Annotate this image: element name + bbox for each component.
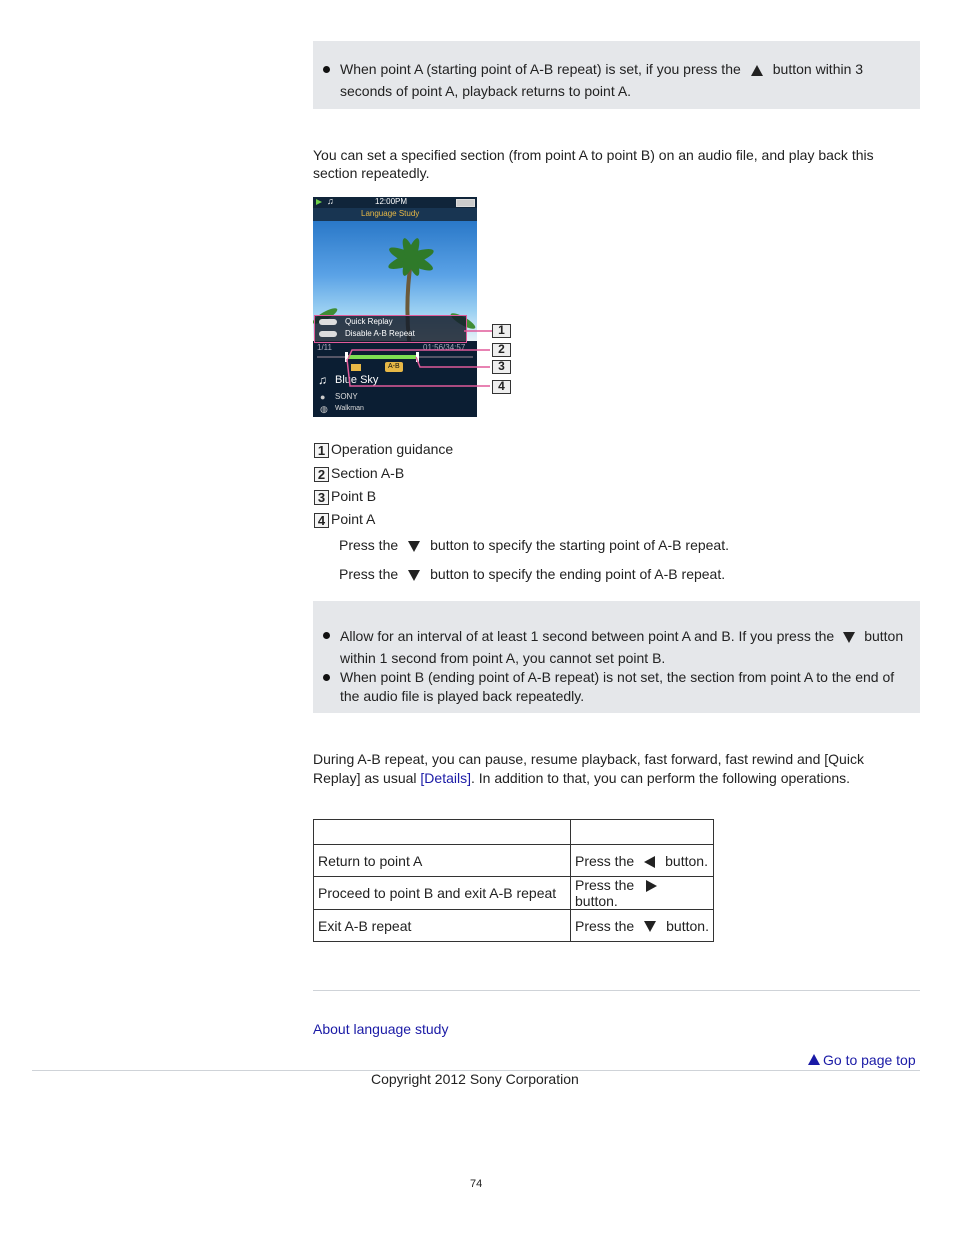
guide-quick-replay: Quick Replay	[345, 317, 393, 326]
legend-number-1: 1	[314, 443, 329, 458]
step-text-after: button to specify the ending point of A-B repeat.	[430, 566, 726, 582]
table-cell-operation: Exit A-B repeat	[314, 910, 571, 942]
device-song: Blue Sky	[335, 374, 379, 386]
status-bar	[313, 197, 477, 208]
table-row	[314, 910, 714, 942]
legend-item-section-ab	[314, 463, 404, 483]
legend-number-3: 3	[314, 490, 329, 505]
callout-2: 2	[492, 343, 511, 357]
go-to-page-top-link[interactable]	[808, 1052, 916, 1068]
bullet-icon	[323, 674, 330, 681]
device-title: Language Study	[361, 209, 420, 218]
callout-lines	[330, 320, 500, 390]
left-arrow-icon	[644, 856, 655, 868]
device-time: 01:56/34:57	[423, 343, 466, 352]
up-arrow-icon	[808, 1054, 820, 1065]
table-cell-operation: Proceed to point B and exit A-B repeat	[314, 877, 571, 910]
table-cell-operation: Return to point A	[314, 845, 571, 877]
up-arrow-icon	[751, 65, 763, 76]
note-box-a-point	[313, 41, 920, 109]
note-text-line2: within 1 second from point A, you cannot set point B.	[340, 650, 666, 666]
note-text	[340, 58, 914, 102]
callout-4: 4	[492, 380, 511, 394]
table-cell-action	[571, 845, 714, 877]
right-arrow-icon	[646, 880, 657, 892]
down-arrow-icon	[644, 921, 656, 932]
bullet-icon	[323, 632, 330, 639]
legend-number-2: 2	[314, 467, 329, 482]
artist-icon: ●	[320, 392, 326, 402]
press-text: Press the	[575, 877, 635, 893]
step-text-before: Press the	[339, 566, 399, 582]
button-text: button.	[575, 893, 618, 909]
step-text-after: button to specify the starting point of A-B repeat.	[430, 537, 729, 553]
table-header-row	[314, 820, 714, 845]
legend-label: Operation guidance	[331, 441, 454, 457]
table-row	[314, 845, 714, 877]
device-clock: 12:00PM	[375, 197, 408, 206]
during-paragraph	[313, 750, 918, 788]
ab-badge: A-B	[385, 362, 403, 372]
press-text: Press the	[575, 852, 635, 869]
music-note-icon: ♫	[327, 197, 334, 206]
device-album: Walkman	[335, 405, 364, 412]
details-link[interactable]: [Details]	[420, 770, 471, 786]
note-text-line2: seconds of point A, playback returns to point A.	[340, 83, 632, 99]
battery-icon	[456, 199, 475, 207]
device-artist: SONY	[335, 392, 358, 401]
related-link-language-study[interactable]: About language study	[313, 1021, 449, 1037]
press-text: Press the	[575, 917, 635, 934]
note-bullet-2	[340, 668, 914, 706]
play-status-icon	[316, 199, 322, 205]
step-2	[339, 564, 725, 584]
intro-line1: You can set a specified section (from point A to point B) on an audio file, and play back this	[313, 147, 874, 163]
note-text-before: When point A (starting point of A-B repeat) is set, if you press the	[340, 61, 741, 77]
during-line1: During A-B repeat, you can pause, resume playback, fast forward, fast rewind and [Quick	[313, 751, 864, 767]
callout-3: 3	[492, 360, 511, 374]
legend-label: Section A-B	[331, 465, 405, 481]
note-bullet-1	[340, 625, 914, 669]
legend-item-point-b	[314, 486, 376, 506]
legend-label: Point A	[331, 511, 376, 527]
operations-table	[313, 819, 714, 942]
note-text-line1: When point B (ending point of A-B repeat) is not set, the section from point A to the end of	[340, 669, 895, 685]
album-icon: ◍	[320, 404, 328, 414]
table-header-action	[571, 820, 714, 845]
table-row	[314, 877, 714, 910]
note-text-line2: the audio file is played back repeatedly.	[340, 688, 585, 704]
page-number: 74	[470, 1178, 483, 1190]
during-line2-before: Replay] as usual	[313, 770, 417, 786]
legend-item-point-a	[314, 509, 375, 529]
during-line2-after: . In addition to that, you can perform the following operations.	[470, 770, 850, 786]
step-1	[339, 535, 729, 555]
song-note-icon: ♫	[318, 373, 327, 387]
callout-1: 1	[492, 324, 511, 338]
copyright: Copyright 2012 Sony Corporation	[371, 1071, 579, 1087]
device-title-bar	[313, 208, 477, 221]
bullet-icon	[323, 66, 330, 73]
down-arrow-icon	[408, 570, 420, 581]
guide-disable-ab: Disable A-B Repeat	[345, 329, 415, 338]
legend-label: Point B	[331, 488, 377, 504]
table-cell-action	[571, 877, 714, 910]
section-divider	[313, 990, 920, 991]
intro-line2: section repeatedly.	[313, 165, 430, 181]
note-text-after: button within 3	[772, 61, 864, 77]
intro-paragraph	[313, 146, 913, 182]
legend-number-4: 4	[314, 513, 329, 528]
down-arrow-icon	[843, 632, 855, 643]
legend-item-operation-guidance	[314, 439, 453, 459]
note-text-before: Allow for an interval of at least 1 second between point A and B. If you press the	[340, 628, 835, 644]
note-box-interval	[313, 601, 920, 713]
button-text: button.	[666, 917, 709, 934]
device-track-index: 1/11	[317, 343, 332, 352]
note-text-after: button	[864, 628, 904, 644]
table-cell-action	[571, 910, 714, 942]
step-text-before: Press the	[339, 537, 399, 553]
down-arrow-icon	[408, 541, 420, 552]
button-text: button.	[665, 852, 708, 869]
go-to-page-top-label: Go to page top	[823, 1052, 916, 1068]
table-header-operation	[314, 820, 571, 845]
